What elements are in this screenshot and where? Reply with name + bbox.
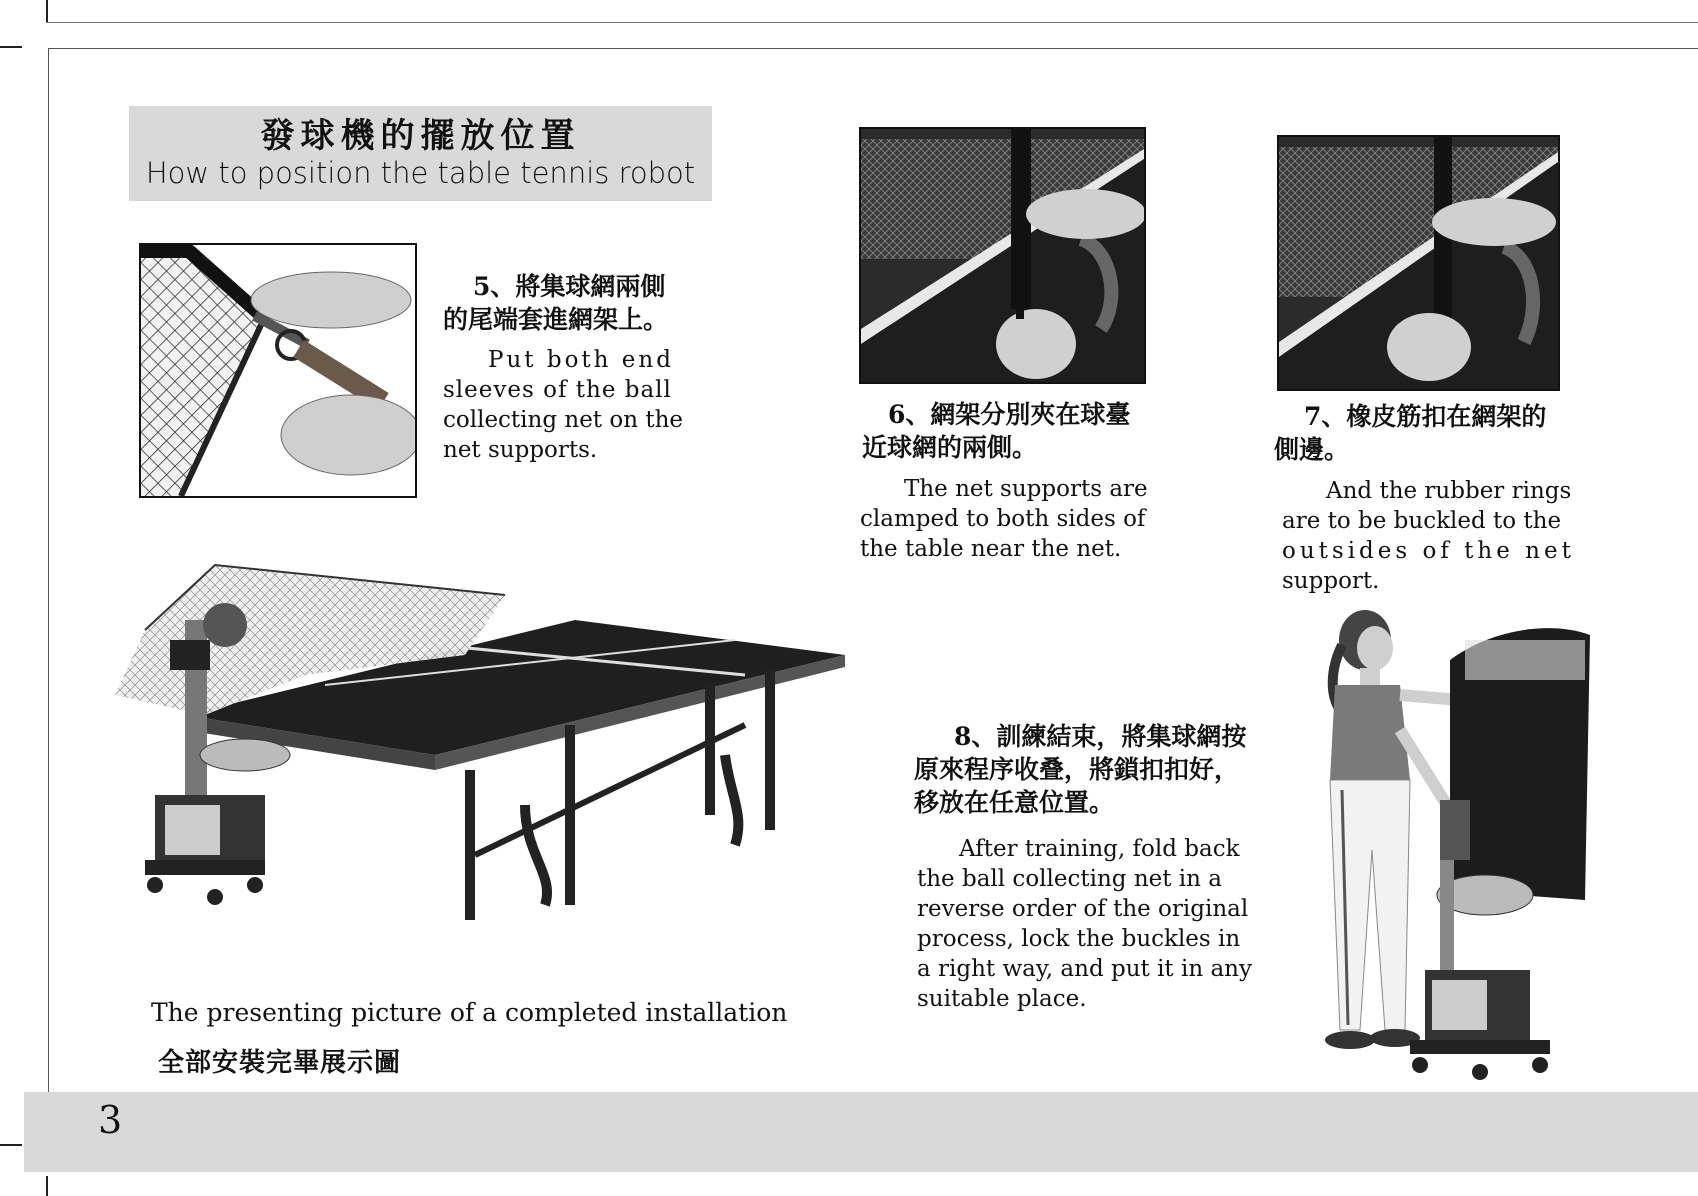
installation-caption-zh: 全部安裝完畢展示圖 xyxy=(158,1048,402,1078)
step8-en-line5: a right way, and put it in any xyxy=(917,956,1252,982)
step8-zh xyxy=(914,720,1314,819)
step8-en-line4: process, lock the buckles in xyxy=(917,926,1241,952)
step7-photo xyxy=(1277,135,1560,391)
folded-robot-illustration xyxy=(1300,600,1600,1080)
crop-mark-bottom xyxy=(46,1176,48,1196)
step5-en xyxy=(443,345,683,465)
step8-zh-line1: 8、訓練結束，將集球網按 xyxy=(954,722,1247,751)
step6-photo xyxy=(859,127,1146,384)
installation-caption-en: The presenting picture of a completed installation xyxy=(151,998,788,1027)
crop-mark-top xyxy=(46,0,48,22)
step6-en-line3: the table near the net. xyxy=(860,536,1122,562)
crop-mark-left-bottom xyxy=(0,1144,22,1146)
step7-en-line2: are to be buckled to the xyxy=(1282,508,1562,534)
step5-en-line1: Put both end xyxy=(488,347,674,373)
step7-en-line3: outsides of the net xyxy=(1282,538,1575,564)
top-rule xyxy=(46,22,1698,23)
step7-zh-line2: 側邊。 xyxy=(1274,435,1350,464)
step6-zh-line2: 近球網的兩側。 xyxy=(862,433,1038,462)
step5-zh-line2: 的尾端套進網架上。 xyxy=(443,305,669,334)
step6-en xyxy=(860,474,1160,564)
page-title-zh: 發球機的擺放位置 xyxy=(260,116,581,156)
step7-en-line1: And the rubber rings xyxy=(1326,478,1572,504)
step8-en xyxy=(917,834,1277,1014)
installation-illustration xyxy=(105,555,845,965)
step6-en-line2: clamped to both sides of xyxy=(860,506,1146,532)
step7-zh xyxy=(1274,400,1574,466)
step8-zh-line2: 原來程序收叠，將鎖扣扣好， xyxy=(914,755,1240,784)
step6-en-line1: The net supports are xyxy=(904,476,1148,502)
step5-zh-line1: 5、將集球網兩側 xyxy=(473,272,666,301)
step5-en-line2: sleeves of the ball xyxy=(443,377,672,403)
step7-zh-line1: 7、橡皮筋扣在網架的 xyxy=(1304,402,1547,431)
step8-en-line3: reverse order of the original xyxy=(917,896,1249,922)
step7-en-line4: support. xyxy=(1282,568,1380,594)
step8-en-line6: suitable place. xyxy=(917,986,1087,1012)
step5-zh xyxy=(443,270,703,336)
step8-en-line1: After training, fold back xyxy=(959,836,1240,862)
step5-en-line4: net supports. xyxy=(443,437,598,463)
page-number: 3 xyxy=(98,1098,123,1142)
step5-photo xyxy=(139,243,417,498)
step5-en-line3: collecting net on the xyxy=(443,407,683,433)
step7-en xyxy=(1282,476,1582,596)
crop-mark-left-top xyxy=(0,46,22,48)
page-title-en: How to position the table tennis robot xyxy=(145,156,696,190)
step6-zh xyxy=(862,398,1162,464)
footer-band xyxy=(24,1092,1698,1172)
step8-zh-line3: 移放在任意位置。 xyxy=(914,788,1115,817)
page-title-box xyxy=(129,106,712,201)
step8-en-line2: the ball collecting net in a xyxy=(917,866,1222,892)
step6-zh-line1: 6、網架分別夾在球臺 xyxy=(888,400,1131,429)
